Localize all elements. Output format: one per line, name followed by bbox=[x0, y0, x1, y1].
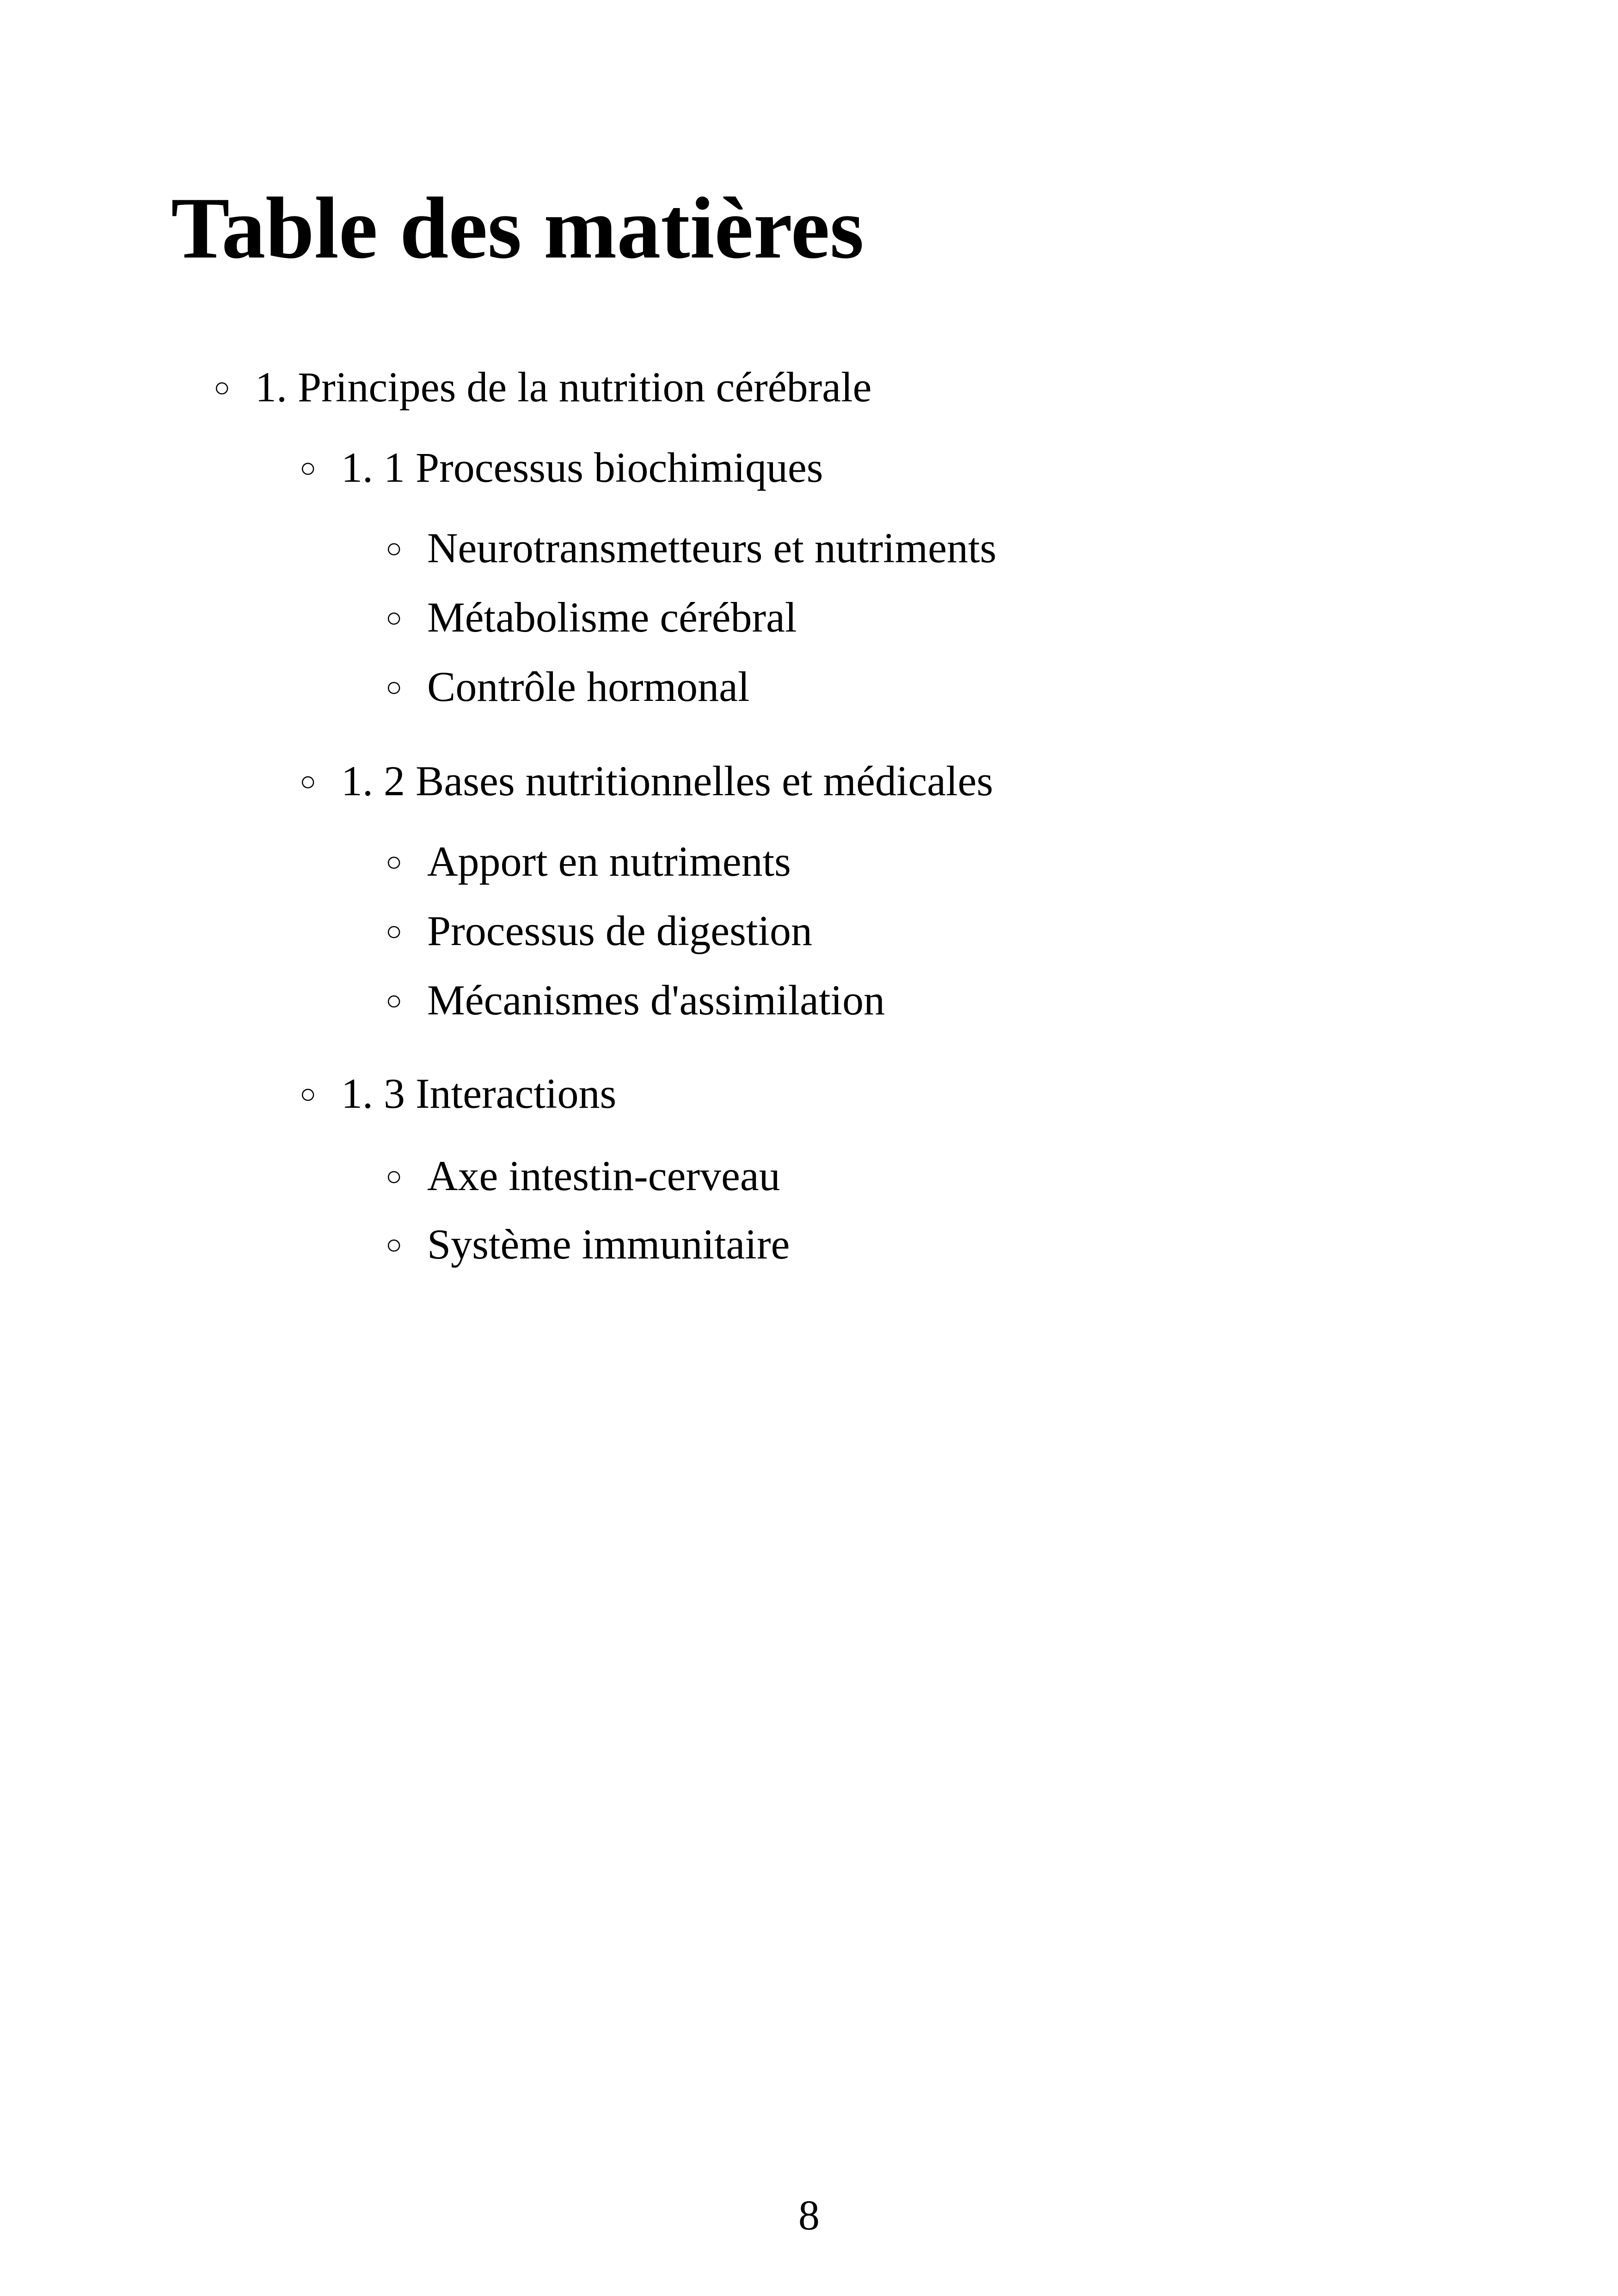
toc-item-label: 1. Principes de la nutrition cérébrale bbox=[255, 363, 872, 411]
toc-item-label: Système immunitaire bbox=[427, 1221, 790, 1268]
bullet-icon: ○ bbox=[386, 916, 403, 946]
bullet-icon: ○ bbox=[386, 533, 403, 564]
toc-item-metabolisme[interactable] bbox=[386, 592, 797, 643]
bullet-icon: ○ bbox=[386, 602, 403, 633]
bullet-icon: ○ bbox=[386, 1229, 403, 1260]
toc-item-label: Neurotransmetteurs et nutriments bbox=[427, 524, 997, 571]
toc-item-axe-intestin-cerveau[interactable] bbox=[386, 1150, 780, 1201]
toc-item-label: 1. 1 Processus biochimiques bbox=[341, 444, 823, 491]
bullet-icon: ○ bbox=[386, 847, 403, 877]
toc-item-label: Apport en nutriments bbox=[427, 838, 791, 885]
bullet-icon: ○ bbox=[386, 985, 403, 1016]
toc-item-section-1-2[interactable] bbox=[300, 755, 993, 806]
bullet-icon: ○ bbox=[300, 453, 317, 483]
toc-item-label: Métabolisme cérébral bbox=[427, 594, 797, 641]
toc-item-label: Mécanismes d'assimilation bbox=[427, 976, 885, 1024]
toc-item-section-1-1[interactable] bbox=[300, 442, 823, 493]
toc-item-controle-hormonal[interactable] bbox=[386, 661, 750, 712]
toc-item-label: 1. 2 Bases nutritionnelles et médicales bbox=[341, 757, 993, 804]
bullet-icon: ○ bbox=[300, 1079, 317, 1109]
toc-item-label: Processus de digestion bbox=[427, 907, 813, 954]
toc-item-label: Axe intestin-cerveau bbox=[427, 1152, 780, 1199]
page-title: Table des matières bbox=[171, 180, 864, 277]
toc-item-systeme-immunitaire[interactable] bbox=[386, 1219, 790, 1270]
bullet-icon: ○ bbox=[300, 766, 317, 797]
toc-item-label: 1. 3 Interactions bbox=[341, 1070, 617, 1117]
bullet-icon: ○ bbox=[386, 1161, 403, 1191]
toc-item-neurotransmetteurs[interactable] bbox=[386, 522, 996, 573]
toc-item-processus-digestion[interactable] bbox=[386, 905, 812, 956]
toc-item-section-1[interactable] bbox=[214, 362, 872, 412]
page-number: 8 bbox=[798, 2192, 820, 2239]
toc-item-apport-nutriments[interactable] bbox=[386, 836, 791, 887]
bullet-icon: ○ bbox=[386, 672, 403, 702]
toc-item-section-1-3[interactable] bbox=[300, 1068, 616, 1119]
toc-item-mecanismes-assimilation[interactable] bbox=[386, 975, 885, 1025]
bullet-icon: ○ bbox=[214, 372, 231, 403]
toc-item-label: Contrôle hormonal bbox=[427, 663, 750, 710]
